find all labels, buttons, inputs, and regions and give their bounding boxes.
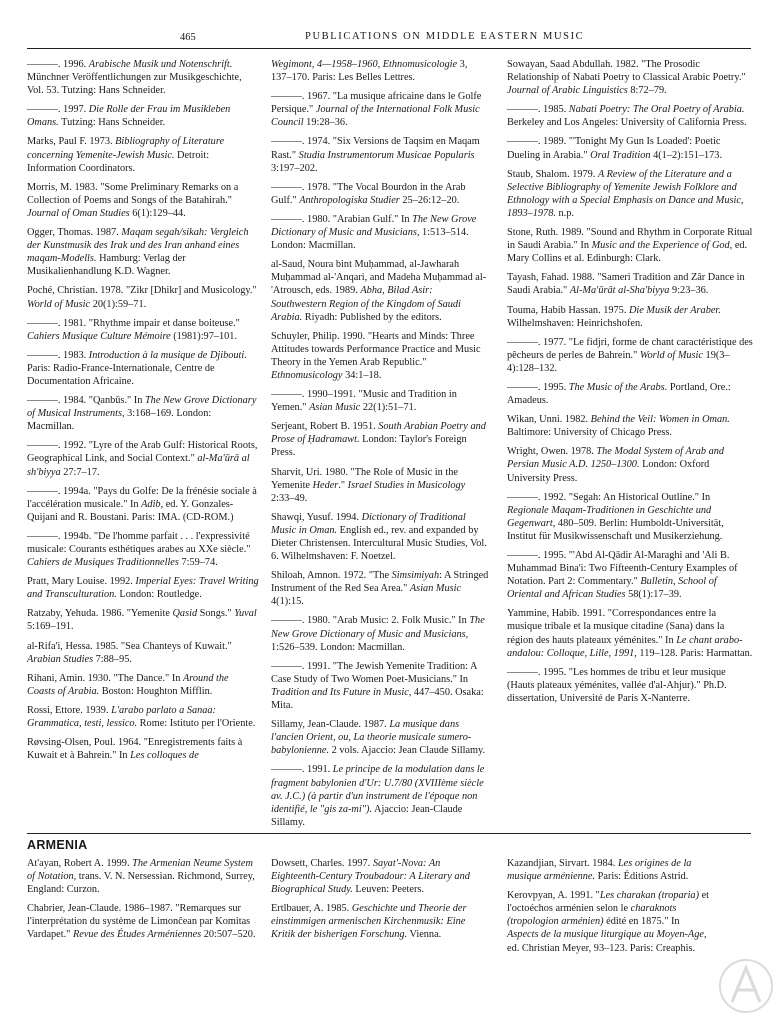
entry-title-italic: Al-Ma'ūrāt al-Sha'biyya [569,285,670,297]
armenia-column-2 [271,857,489,948]
entry-text: , 119–128. Paris: Harmattan. [634,647,753,659]
entry-text: English ed., rev. and expanded by Dieter Christensen. Intercultural Music Studies, Vol. 6. Wilhelmshaven: F. Noetzel. [271,524,487,563]
entry-text: ———. 1994b. "De l'homme parfait . . . l'expressivité musicale: Courants esthétiques arabes au XXe siècle." [27,530,251,555]
bibliography-entry [27,103,259,129]
entry-text: Poché, Christian. 1978. "Zikr [Dhikr] and Musicology." [27,285,257,297]
bibliography-entry [27,902,259,941]
bibliography-entry [271,330,489,382]
bibliography-entry [27,394,259,433]
bibliography-entry [271,614,489,653]
bibliography-entry [27,640,259,666]
entry-title-italic: Anthropologiska Studier [299,194,400,206]
bibliography-entry [271,135,489,174]
entry-text: 8:72–79. [627,85,667,97]
entry-title-italic: Dictionary of Traditional Music in Oman. [271,511,466,536]
entry-title-italic: charaknots (tropologion arménien) [507,903,677,928]
bibliography-entry [271,660,489,712]
bibliography-entry [271,58,489,84]
entry-text: 4(1):15. [271,596,304,608]
entry-text: Sillamy, Jean-Claude. 1987. [271,719,390,731]
entry-title-italic: Abha, Bilad Asir: Southwestern Region of the Kingdom of Saudi Arabia. [271,285,461,323]
entry-text: 20(1):59–71. [90,298,147,310]
bibliography-entry [271,90,489,129]
entry-text: 3, 137–170. Paris: Les Belles Lettres. [271,59,468,84]
entry-text: Dowsett, Charles. 1997. [271,858,373,869]
entry-text: 2 vols. Ajaccio: Jean Claude Sillamy. [329,745,486,757]
entry-text: ———. 1989. "'Tonight My Gun Is Loaded': Poetic Dueling in Arabia." [507,136,721,161]
bibliography-entry [507,666,753,705]
entry-text: ———. 1991. [271,764,333,776]
entry-text: ———. 1977. "Le fidjri, forme de chant caractéristique des pêcheurs de perles de Bahrein." [507,336,753,361]
entry-text: et l'octoéchos arménien selon le [507,890,710,915]
entry-text: Paris: Radio-France-Internationale, Centre de Documentation Africaine. [27,362,215,387]
entry-text: Detroit: Information Coordinators. [27,149,210,174]
entry-text: 3:197–202. [271,162,318,174]
entry-text: , 1:513–514. London: Macmillan. [271,227,469,252]
entry-text: Touma, Habib Hassan. 1975. [507,304,629,316]
entry-text: ." [338,479,348,491]
bibliography-entry [271,466,489,505]
entry-title-italic: Geschichte und Theorie der einstimmigen armenischen Kirchenmusik: Eine Kritik der bisherigen Forschung. [271,903,467,941]
entry-text: Shawqi, Yusuf. 1994. [271,511,362,523]
entry-text: Riyadh: Published by the editors. [302,311,442,323]
entry-title-italic: Qasid [172,608,198,620]
bibliography-entry [27,181,259,220]
bibliography-entry [27,672,259,698]
entry-text: n.p. [555,207,574,219]
entry-text: Marks, Paul F. 1973. [27,136,116,148]
bibliography-entry [271,718,489,757]
entry-text: Pratt, Mary Louise. 1992. [27,576,136,588]
entry-text: ———. 1995. [507,381,569,393]
entry-text: Songs." [197,608,235,620]
bibliography-entry [271,213,489,252]
entry-text: Tutzing: Hans Schneider. [58,117,166,129]
entry-text: 4(1–2):151–173. [650,149,723,161]
entry-title-italic: Cahiers de Musiques Traditionnelles [27,557,179,569]
entry-title-italic: Aspects de la musique liturgique au Moyen-Age [507,929,704,941]
entry-title-italic: al-Ma'ūrā al sh'biyya [27,453,250,478]
entry-text: Baltimore: University of Chicago Press. [507,427,673,439]
entry-text: ———. 1992. "Segah: An Historical Outline." In [507,491,711,503]
entry-text: Kazandjian, Sirvart. 1984. [507,858,618,869]
entry-text: 27:7–17. [60,466,100,478]
entry-title-italic: Journal of the International Folk Music Council [271,104,480,129]
entry-text: , 1:526–539. London: Macmillan. [271,628,469,653]
entry-text: Ratzaby, Yehuda. 1986. "Yemenite [27,608,173,620]
entry-title-italic: Regionale Maqam-Traditionen in Geschichte und Gegenwart [507,504,712,529]
entry-text: Berkeley and Los Angeles: University of California Press. [507,117,747,129]
entry-text: Wikan, Unni. 1982. [507,414,591,426]
bibliography-column-1 [27,58,259,768]
entry-text: 5:169–191. [27,621,74,633]
entry-title-italic: Sayat'-Nova: An Eighteenth-Century Troubadour: A Literary and Biographical Study. [271,858,470,896]
entry-text: Ogger, Thomas. 1987. [27,227,122,239]
entry-title-italic: The Music of the Arabs. [568,381,668,393]
entry-text: ———. 1995. "'Abd Al-Qādir Al-Maraghi and 'Ali B. Muhammad Bina'i: Two Fifteenth-Century Examples of Notation. Part 2: Commentary." [507,550,738,588]
bibliography-column-2 [271,58,489,835]
entry-text: ———. 1985. [507,104,569,116]
entry-text: Kerovpyan, A. 1991. " [507,890,600,902]
entry-text: ———. 1997. [27,104,89,116]
entry-text: Shiloah, Amnon. 1972. "The [271,570,392,582]
entry-text: Stone, Ruth. 1989. "Sound and Rhythm in Corporate Ritual in Saudi Arabia." In [507,227,753,252]
entry-text: ———. 1978. "The Vocal Bourdon in the Arab Gulf." [271,181,466,206]
entry-text: ———. 1981. "Rhythme impair et danse boiteuse." [27,317,240,329]
entry-text: Boston: Houghton Mifflin. [99,685,213,697]
entry-title-italic: Studia Instrumentorum Musicae Popularis [298,149,475,161]
bibliography-entry [27,439,259,478]
entry-title-italic: South Arabian Poetry and Prose of Ḥadramawt. [271,421,486,446]
entry-title-italic: The Modal System of Arab and Persian Music A.D. 1250–1300. [507,446,725,471]
entry-title-italic: Le chant arabo-andalou: Colloque, Lille, 1991 [507,634,743,659]
bibliography-entry [271,569,489,608]
entry-text: 7:88–95. [93,653,132,665]
entry-text: 34:1–18. [342,369,382,381]
entry-title-italic: Israel Studies in Musicology [347,479,466,491]
entry-text: Yammine, Habib. 1991. "Correspondances entre la musique tribale et la musique citadine (Sana) dans la région des hauts plateaux yéménites." In [507,608,725,646]
entry-title-italic: Adib [141,498,161,510]
entry-text: édité en 1875." In [603,916,680,928]
bibliography-entry [27,135,259,174]
entry-title-italic: Les colloques de [130,750,199,762]
entry-title-italic: Ethnomusicology [271,369,343,381]
entry-title-italic: Bibliography of Literature concerning Yemenite-Jewish Music. [27,136,225,161]
entry-text: ———. 1992. "Lyre of the Arab Gulf: Historical Roots, Geographical Link, and Social Context." [27,440,258,465]
bibliography-entry [507,889,712,954]
entry-title-italic: The New Grove Dictionary of Music and Musicians [271,213,477,239]
entry-title-italic: Cahiers Musique Culture Mémoire [27,330,171,342]
entry-text: Paris: Éditions Astrid. [595,871,689,883]
entry-text: Rossi, Ettore. 1939. [27,704,112,716]
bibliography-entry [507,549,753,601]
entry-text: Vienna. [407,929,442,941]
entry-text: 25–26:12–20. [399,194,460,206]
entry-title-italic: Simsimiyah [391,570,440,582]
armenia-column-3 [507,857,712,961]
section-divider [27,833,751,834]
entry-title-italic: Music and the Experience of God [591,240,730,252]
entry-text: 19:28–36. [303,117,348,129]
entry-text: ———. 1996. [27,59,89,70]
entry-text: 58(1):17–39. [625,589,682,601]
entry-text: Rihani, Amin. 1930. "The Dance." In [27,672,183,684]
entry-title-italic: Tradition and Its Future in Music [271,686,409,698]
bibliography-entry [27,284,259,310]
entry-title-italic: Heder [312,479,339,491]
header-rule [27,48,751,49]
bibliography-entry [271,511,489,563]
entry-title-italic: Le principe de la modulation dans le fragment babylonien d'Ur: U.7/80 (XVIIIème siècle av. J.C.) (à partir d'un instrument de l'époque non identifié, le "gis za-mi"). [271,764,485,815]
entry-text: , ed. Y. Gonzales-Quijani and R. Boustani. Paris: IMA. (CD-ROM.) [27,498,234,523]
entry-text: Portland, Ore.: Amadeus. [507,381,731,407]
entry-title-italic: Wegimont, 4—1958–1960, Ethnomusicologie [271,59,458,70]
entry-text: Serjeant, Robert B. 1951. [271,421,379,433]
entry-title-italic: Arabian Studies [27,653,94,665]
bibliography-entry [507,607,753,659]
entry-text: Ertlbauer, A. 1985. [271,903,352,915]
entry-title-italic: Les origines de la musique arménienne. [507,858,692,883]
bibliography-entry [271,258,489,323]
bibliography-entry [27,607,259,633]
bibliography-column-3 [507,58,753,711]
entry-title-italic: Oral Tradition [590,149,651,161]
entry-text: , 447–450. Osaka: Mita. [271,686,484,712]
entry-title-italic: Journal of Arabic Linguistics [507,85,628,97]
bibliography-entry [27,575,259,601]
entry-title-italic: Asian Music [309,402,361,414]
entry-text: Tayash, Fahad. 1988. "Sameri Tradition and Zār Dance in Saudi Arabia." [507,272,745,297]
bibliography-entry [27,58,259,97]
entry-text: : A Stringed Instrument of the Red Sea Area." [271,570,489,595]
entry-title-italic: Arabische Musik und Notenschrift. [88,59,233,70]
entry-title-italic: Around the Coasts of Arabia. [27,672,229,697]
entry-title-italic: Les charakan (troparia) [599,890,700,902]
entry-text: Rome: Istituto per l'Oriente. [137,718,256,730]
entry-text: Chabrier, Jean-Claude. 1986–1987. "Remarques sur l'interprétation du système de Limonĉean par Komitas Vardapet." [27,903,251,941]
entry-text: 7:59–74. [178,557,218,569]
bibliography-entry [271,763,489,828]
entry-text: 9:23–36. [669,285,709,297]
bibliography-entry [507,304,753,330]
entry-text: , trans. V. N. Nersessian. Richmond, Surrey, England: Curzon. [27,871,255,896]
entry-text: Münchner Veröffentlichungen zur Musikgeschichte, Vol. 53. Tutzing: Hans Schneider. [27,72,242,97]
entry-text: ———. 1980. "Arabian Gulf." In [271,213,413,225]
entry-text: 20:507–520. [201,929,256,941]
entry-title-italic: Nabati Poetry: The Oral Poetry of Arabia. [568,104,745,116]
entry-text: At'ayan, Robert A. 1999. [27,858,133,869]
entry-text: 2:33–49. [271,492,308,504]
bibliography-entry [27,736,259,762]
bibliography-entry [507,168,753,220]
bibliography-entry [27,530,259,569]
bibliography-entry [507,491,753,543]
entry-title-italic: Maqam segah/sikah: Vergleich der Kunstmusik des Irak und des Iran anhand eines maqam-Modells. [27,227,249,265]
bibliography-entry [507,58,753,97]
section-heading-armenia: ARMENIA [27,838,88,852]
bibliography-entry [27,485,259,524]
entry-title-italic: Revue des Études Arméniennes [72,929,202,941]
entry-text: ———. 1983. [27,349,89,361]
entry-title-italic: Behind the Veil: Women in Oman. [590,414,730,426]
entry-text: Morris, M. 1983. "Some Preliminary Remarks on a Collection of Poems and Songs of the Batahirah." [27,181,239,206]
entry-text: Wright, Owen. 1978. [507,446,597,458]
entry-title-italic: Die Musik der Araber. [628,304,721,316]
bibliography-entry [271,388,489,414]
publisher-logo-watermark-icon [718,956,774,1016]
bibliography-entry [507,381,753,407]
entry-text: London: Taylor's Foreign Press. [271,434,467,459]
entry-title-italic: World of Music [27,298,91,310]
entry-title-italic: Introduction à la musique de Djibouti. [88,349,247,361]
page-header [27,30,751,48]
bibliography-entry [507,226,753,265]
entry-text: ———. 1990–1991. "Music and Tradition in Yemen." [271,389,457,414]
entry-title-italic: L'arabo parlato a Sanaa: Grammatica, testi, lessico. [27,704,216,730]
entry-text: London: Oxford University Press. [507,459,710,484]
bibliography-entry [27,704,259,730]
bibliography-entry [507,413,753,439]
entry-text: Leuven: Peeters. [352,884,424,896]
entry-text: ———. 1967. "La musique africaine dans le Golfe Persique." [271,91,482,116]
running-title: PUBLICATIONS ON MIDDLE EASTERN MUSIC [305,31,585,42]
entry-text: ———. 1984. "Qanbūs." In [27,395,145,407]
bibliography-entry [27,857,259,896]
entry-text: Røvsing-Olsen, Poul. 1964. "Enregistrements faits à Kuwait et à Bahrein." In [27,737,243,762]
entry-title-italic: The New Grove Dictionary of Musical Instruments [27,395,257,420]
entry-text: 19(3–4):128–132. [507,349,730,374]
entry-text: ———. 1994a. "Pays du Golfe: De la frénésie sociale à l'accélération musicale." In [27,485,257,510]
entry-title-italic: Journal of Oman Studies [27,207,130,219]
bibliography-entry [271,902,489,941]
bibliography-entry [507,445,753,484]
entry-text: London: Routledge. [116,589,202,601]
bibliography-entry [27,317,259,343]
entry-text: (1981):97–101. [170,330,238,342]
entry-title-italic: A Review of the Literature and a Selective Bibliography of Yemenite Jewish Folklore and Ethnology with a Special Emphasis on Dance and Music, 1893–1978. [507,168,744,219]
entry-text: 6(1):129–44. [129,207,186,219]
entry-text: Sowayan, Saad Abdullah. 1982. "The Prosodic Relationship of Nabati Poetry to Classical Arabic Poetry." [507,59,746,84]
entry-text: , 3:168–169. London: Macmillan. [27,408,212,433]
entry-text: 22(1):51–71. [360,402,417,414]
entry-text: al-Saud, Noura bint Muḥammad, al-Jawharah Muḥammad al-'Anqari, and Madeha Muḥammad al-'Atrousch, eds. 1989. [271,259,487,297]
bibliography-entry [271,857,489,896]
bibliography-entry [27,226,259,278]
bibliography-entry [507,135,753,161]
entry-title-italic: Die Rolle der Frau im Musikleben Omans. [27,104,231,129]
bibliography-entry [507,336,753,375]
entry-title-italic: La musique dans l'ancien Orient, ou, La theorie musicale sumero-babylonienne. [271,719,472,757]
entry-text: , ed. Mary Collins et al. Edinburgh: Clark. [507,240,748,265]
entry-text: Ajaccio: Jean-Claude Sillamy. [271,803,463,828]
page-number: 465 [180,32,196,43]
entry-text: ———. 1980. "Arab Music: 2. Folk Music." In [271,615,470,627]
entry-title-italic: Yuval [234,608,257,620]
entry-title-italic: The New Grove Dictionary of Music and Musicians [271,615,485,640]
entry-text: Sharvit, Uri. 1980. "The Role of Music in the Yemenite [271,466,458,491]
entry-text: Wilhelmshaven: Heinrichshofen. [507,317,643,329]
bibliography-entry [271,181,489,207]
bibliography-entry [27,349,259,388]
entry-text: Schuyler, Philip. 1990. "Hearts and Minds: Three Attitudes towards Performance Practice and Music Theory in the Yemen Arab Republic." [271,330,481,368]
armenia-column-1 [27,857,259,948]
entry-title-italic: The Armenian Neume System of Notation [27,858,253,883]
entry-text: al-Rifa'i, Hessa. 1985. "Sea Chanteys of Kuwait." [27,640,232,652]
entry-text: Hamburg: Verlag der Musikalienhandlung K.D. Wagner. [27,253,186,278]
entry-text: ———. 1991. "The Jewish Yemenite Tradition: A Case Study of Two Women Poet-Musicians." In [271,660,477,685]
entry-title-italic: Asian Music [409,583,462,595]
entry-title-italic: Imperial Eyes: Travel Writing and Transculturation. [27,576,259,601]
bibliography-entry [507,857,712,883]
entry-text: Staub, Shalom. 1979. [507,168,598,180]
entry-text: ———. 1974. "Six Versions de Taqsim en Maqam Rast." [271,136,480,161]
entry-title-italic: Bulletin, School of Oriental and African Studies [507,576,717,601]
entry-text: , ed. Christian Meyer, 93–123. Paris: Creaphis. [507,929,707,954]
bibliography-entry [507,271,753,297]
bibliography-entry [271,420,489,459]
entry-text: , 480–509. Berlin: Humboldt-Universität, Institut für Musikwissenschaft und Musikerziehung. [507,517,724,542]
entry-text: ———. 1995. "Les hommes de tribu et leur musique (Hauts plateaux yéménites, vallée d'al-Ahjur)." Ph.D. dissertation, Université de Paris X-Nanterre. [507,666,727,704]
entry-title-italic: World of Music [639,349,703,361]
bibliography-entry [507,103,753,129]
